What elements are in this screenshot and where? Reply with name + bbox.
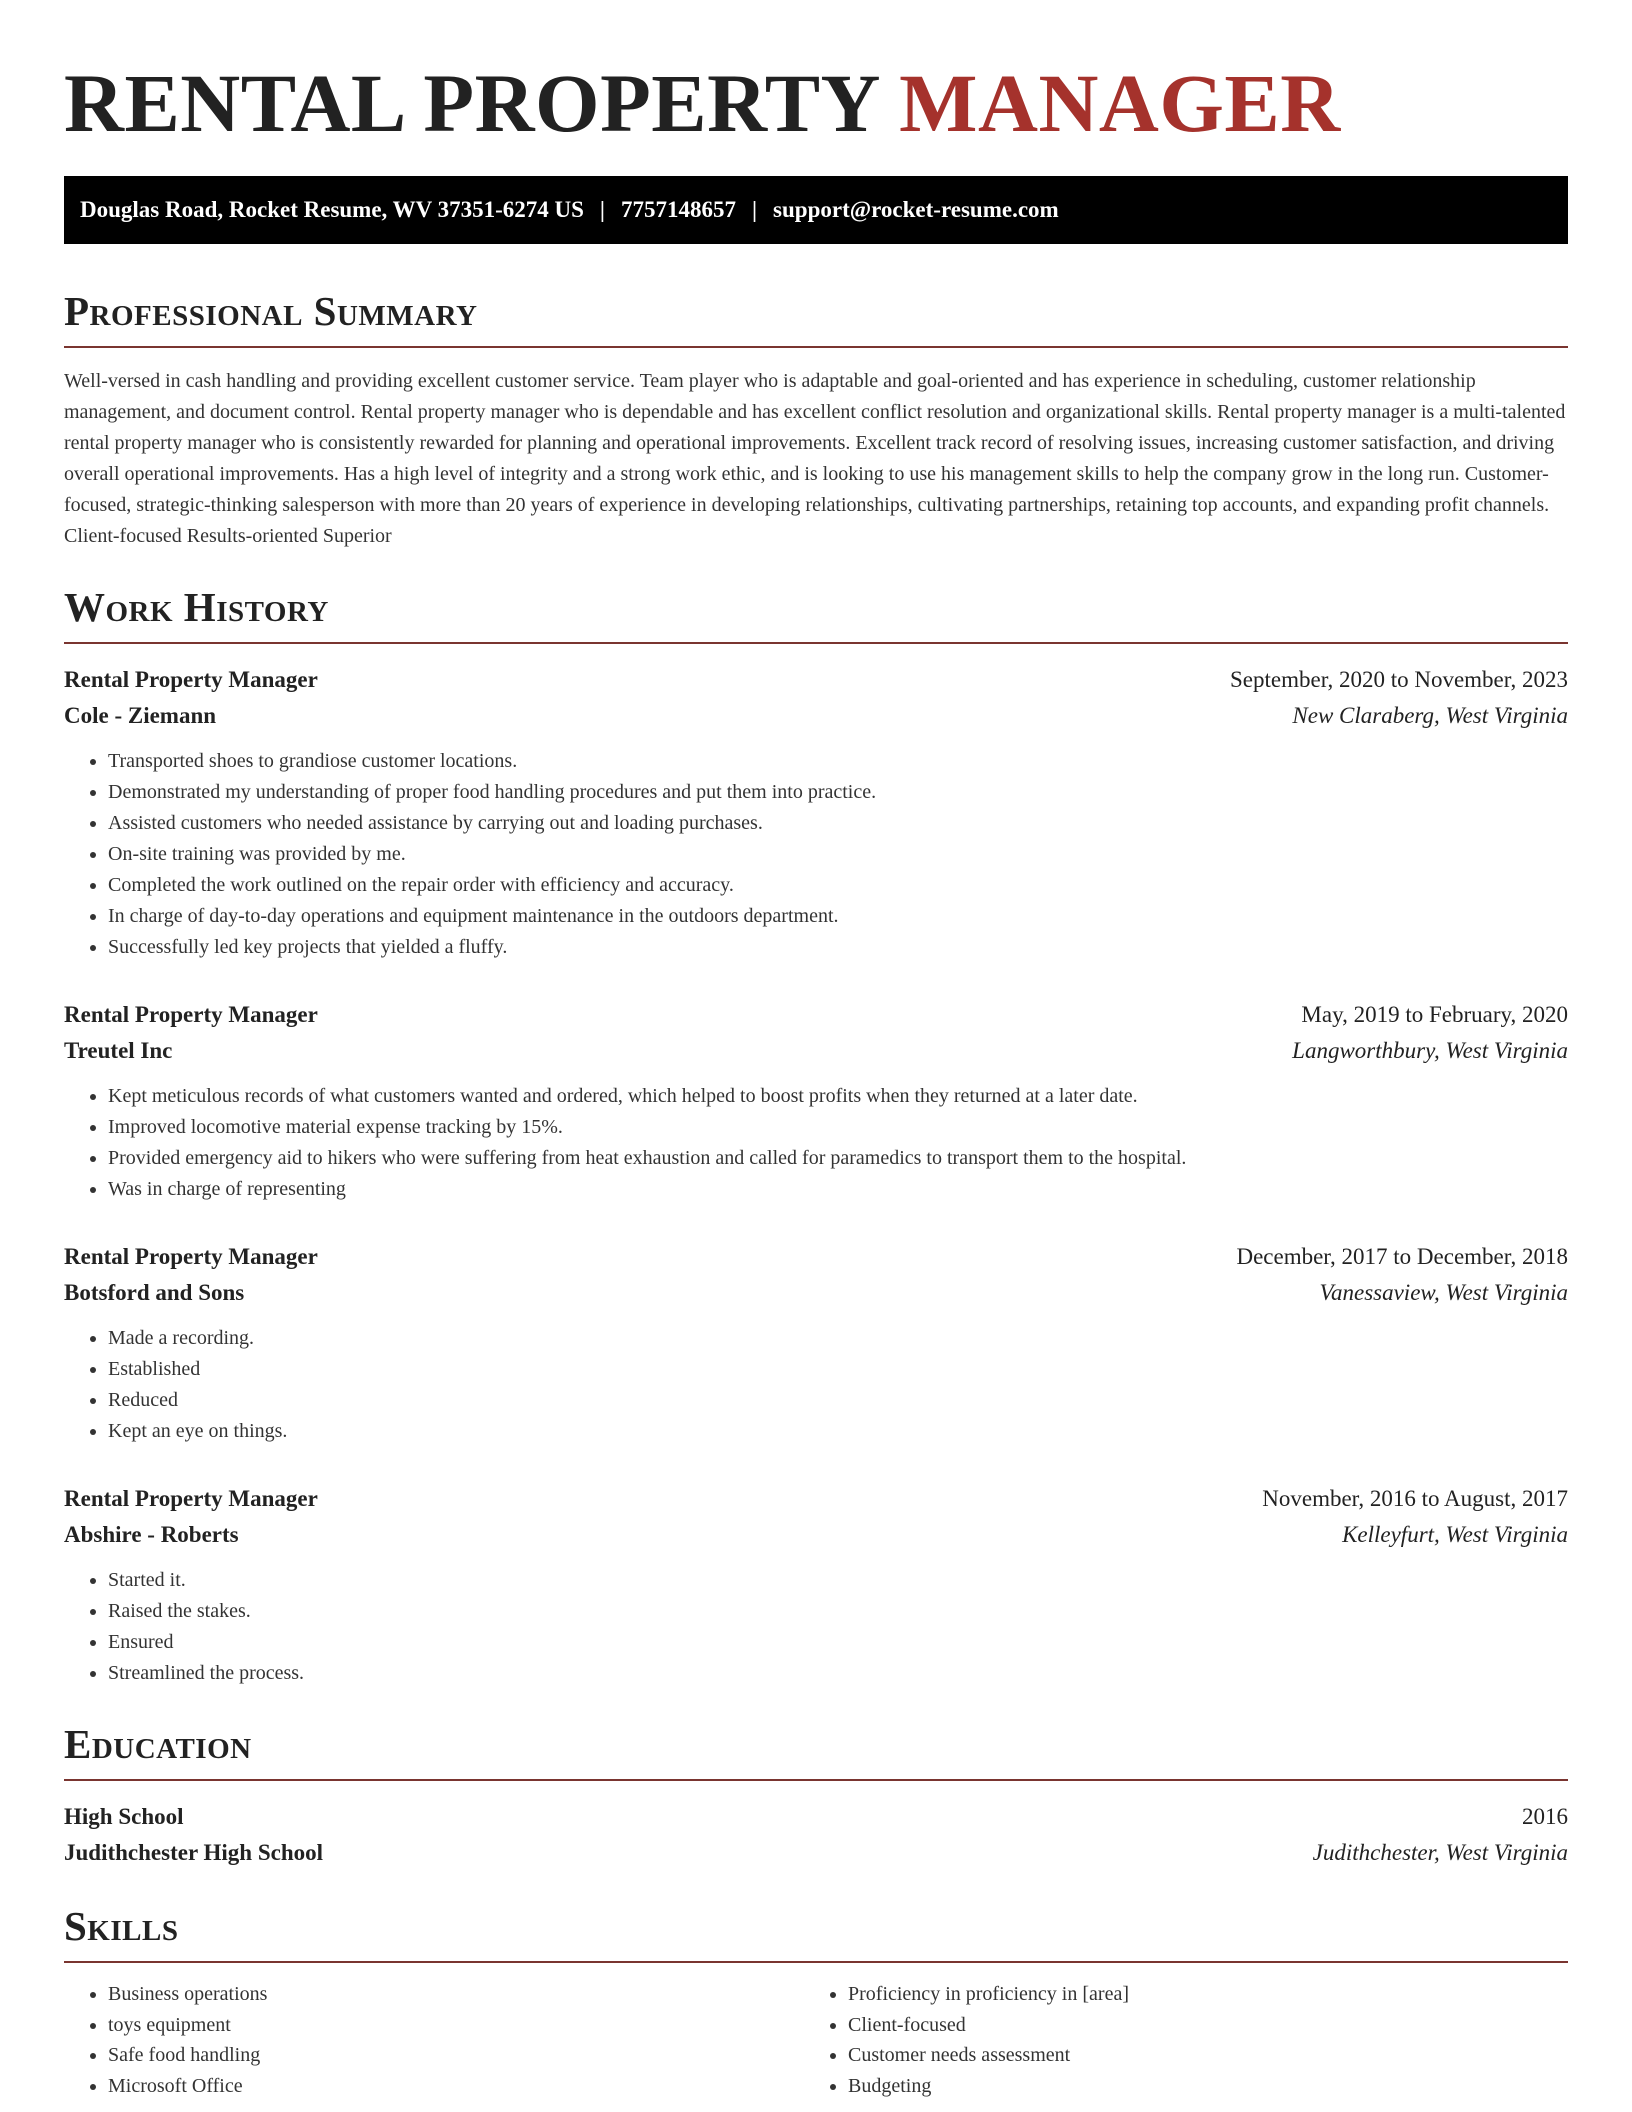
education-year: 2016 — [1522, 1804, 1568, 1829]
job-title: Rental Property Manager — [64, 667, 318, 692]
contact-separator: | — [751, 197, 758, 222]
job-entry — [64, 662, 1568, 963]
job-title: Rental Property Manager — [64, 1244, 318, 1269]
work-history-section — [64, 582, 1568, 1689]
job-company: Botsford and Sons — [64, 1280, 245, 1305]
job-bullet: • In charge of day-to-day operations and equipment maintenance in the outdoors department. — [108, 901, 1568, 932]
skills-list-left — [64, 1979, 804, 2101]
job-bullet: • Demonstrated my understanding of proper food handling procedures and put them into practice. — [108, 777, 1568, 808]
section-divider — [64, 346, 1568, 348]
job-bullets — [64, 1565, 1568, 1689]
job-bullet: • Successfully led key projects that yielded a fluffy. — [108, 932, 1568, 963]
job-bullets — [64, 1081, 1568, 1205]
job-bullet: • Kept meticulous records of what customers wanted and ordered, which helped to boost profits when they returned at a later date. — [108, 1081, 1568, 1112]
skill-item: • Safe food handling — [108, 2040, 804, 2071]
job-company: Treutel Inc — [64, 1038, 173, 1063]
job-company: Cole - Ziemann — [64, 703, 217, 728]
contact-email: support@rocket-resume.com — [773, 197, 1059, 222]
education-entry — [64, 1799, 1568, 1871]
job-entry — [64, 997, 1568, 1205]
job-dates: May, 2019 to February, 2020 — [1301, 1002, 1568, 1027]
job-entry — [64, 1481, 1568, 1689]
job-bullet: • Ensured — [108, 1627, 1568, 1658]
job-bullet: • Provided emergency aid to hikers who were suffering from heat exhaustion and called for paramedics to transport them to the hospital. — [108, 1143, 1568, 1174]
summary-heading: Professional Summary — [64, 288, 478, 334]
job-location: Langworthbury, West Virginia — [1292, 1038, 1568, 1063]
summary-text: Well-versed in cash handling and providing excellent customer service. Team player who is adaptable and goal-oriented and has experience in scheduling, customer relationship management, and document control. Rental property manager who is dependable and has excellent conflict resolution and organizational skills. Rental property manager is a multi-talented rental property manager who is consistently rewarded for planning and operational improvements. Excellent track record of resolving issues, increasing customer satisfaction, and driving overall operational improvements. Has a high level of integrity and a strong work ethic, and is looking to use his management skills to help the company grow in the long run. Customer-focused, strategic-thinking salesperson with more than 20 years of experience in developing relationships, cultivating partnerships, retaining top accounts, and expanding profit channels. Client-focused Results-oriented Superior — [64, 370, 1566, 547]
job-bullet: • Started it. — [108, 1565, 1568, 1596]
section-divider — [64, 642, 1568, 644]
job-dates: September, 2020 to November, 2023 — [1230, 667, 1568, 692]
job-bullet: • Was in charge of representing — [108, 1174, 1568, 1205]
education-location: Judithchester, West Virginia — [1312, 1840, 1568, 1865]
skill-item: • Budgeting — [848, 2071, 1544, 2102]
skill-item: • Business operations — [108, 1979, 804, 2010]
contact-separator: | — [599, 197, 605, 222]
job-bullet: • Established — [108, 1354, 1568, 1385]
job-location: Kelleyfurt, West Virginia — [1342, 1522, 1568, 1547]
work-history-heading: Work History — [64, 584, 329, 630]
job-bullet: • Streamlined the process. — [108, 1658, 1568, 1689]
contact-bar — [64, 176, 1568, 244]
job-bullet: • Made a recording. — [108, 1323, 1568, 1354]
job-bullet: • On-site training was provided by me. — [108, 839, 1568, 870]
skills-list-right — [804, 1979, 1544, 2101]
job-row — [64, 698, 1568, 734]
job-dates: November, 2016 to August, 2017 — [1262, 1486, 1568, 1511]
job-title: Rental Property Manager — [64, 1002, 318, 1027]
education-row — [64, 1799, 1568, 1835]
job-row — [64, 662, 1568, 698]
job-bullet: • Assisted customers who needed assistance by carrying out and loading purchases. — [108, 808, 1568, 839]
skill-item: • Customer needs assessment — [848, 2040, 1544, 2071]
skills-heading: Skills — [64, 1903, 179, 1949]
job-bullet: • Kept an eye on things. — [108, 1416, 1568, 1447]
job-bullet: • Raised the stakes. — [108, 1596, 1568, 1627]
job-bullet: • Reduced — [108, 1385, 1568, 1416]
title-main: RENTAL PROPERTY — [64, 57, 900, 149]
skills-section — [64, 1901, 1568, 2101]
job-entry — [64, 1239, 1568, 1447]
job-row — [64, 997, 1568, 1033]
skill-item: • Microsoft Office — [108, 2071, 804, 2102]
job-bullet: • Completed the work outlined on the repair order with efficiency and accuracy. — [108, 870, 1568, 901]
skill-item: • Client-focused — [848, 2010, 1544, 2041]
job-row — [64, 1033, 1568, 1069]
education-school: Judithchester High School — [64, 1840, 323, 1865]
skill-item: • Proficiency in proficiency in [area] — [848, 1979, 1544, 2010]
job-row — [64, 1275, 1568, 1311]
job-bullet: • Transported shoes to grandiose customer locations. — [108, 746, 1568, 777]
education-degree: High School — [64, 1804, 184, 1829]
job-row — [64, 1481, 1568, 1517]
contact-address: Douglas Road, Rocket Resume, WV 37351-6274 US — [80, 197, 584, 222]
job-bullets — [64, 746, 1568, 963]
education-section — [64, 1719, 1568, 1871]
job-row — [64, 1517, 1568, 1553]
title-accent: MANAGER — [899, 57, 1341, 149]
job-dates: December, 2017 to December, 2018 — [1236, 1244, 1568, 1269]
job-company: Abshire - Roberts — [64, 1522, 239, 1547]
job-row — [64, 1239, 1568, 1275]
job-list — [64, 662, 1568, 1689]
resume-title — [64, 0, 1568, 148]
section-divider — [64, 1779, 1568, 1781]
section-divider — [64, 1961, 1568, 1963]
job-bullet: • Improved locomotive material expense tracking by 15%. — [108, 1112, 1568, 1143]
education-row — [64, 1835, 1568, 1871]
skill-item: • toys equipment — [108, 2010, 804, 2041]
contact-phone: 7757148657 — [620, 197, 736, 222]
education-heading: Education — [64, 1721, 252, 1767]
resume-page — [64, 0, 1568, 2101]
summary-section — [64, 286, 1568, 552]
job-bullets — [64, 1323, 1568, 1447]
job-location: Vanessaview, West Virginia — [1319, 1280, 1568, 1305]
skills-columns — [64, 1979, 1568, 2101]
job-location: New Claraberg, West Virginia — [1292, 703, 1568, 728]
job-title: Rental Property Manager — [64, 1486, 318, 1511]
